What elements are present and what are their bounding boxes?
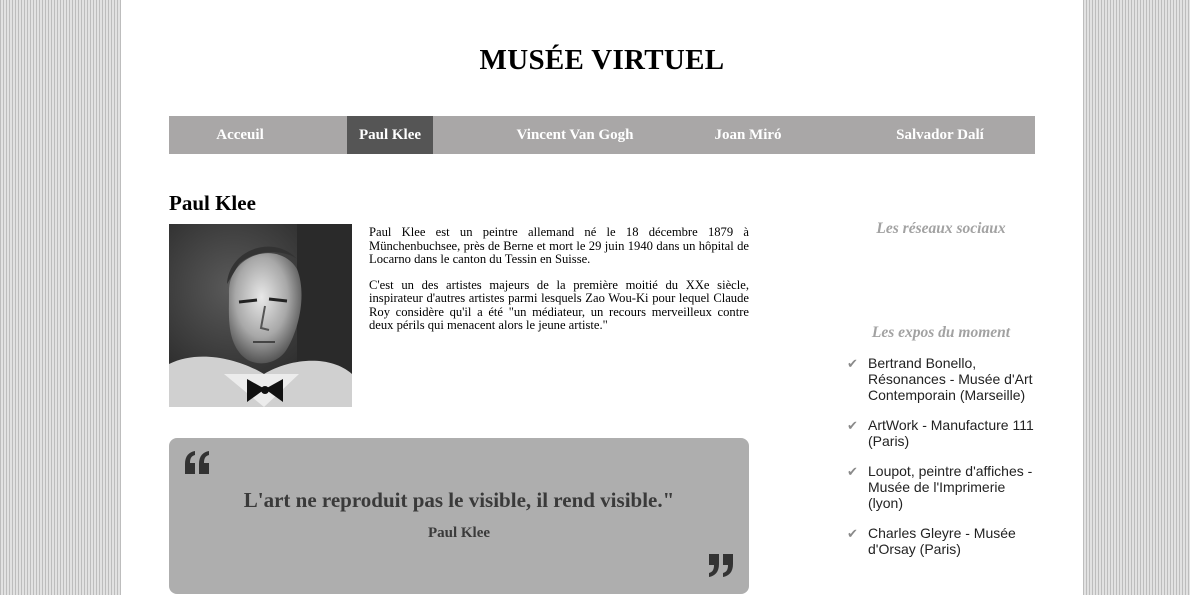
quote-author: Paul Klee	[427, 525, 491, 541]
bio-paragraph-2: C'est un des artistes majeurs de la première moitié du XXe siècle, inspirateur d'autres artistes parmi lesquels Zao Wou-Ki pour lequel Claude Roy considère qu'il a été "un médiateur, un recours merveilleux contre deux périls qui menacent alors le jeune artiste."	[369, 277, 749, 332]
quote-text: L'art ne reproduit pas le visible, il rend visible."	[243, 488, 675, 512]
portrait-photo	[169, 224, 352, 407]
nav-item-van-gogh[interactable]: Vincent Van Gogh	[516, 126, 634, 143]
quote-box	[169, 438, 749, 594]
main-nav	[169, 116, 1035, 154]
nav-item-joan-miro[interactable]: Joan Miró	[714, 126, 782, 143]
page	[121, 0, 1083, 595]
expo-item[interactable]	[845, 417, 1035, 449]
check-icon: ✔	[847, 464, 858, 479]
expo-list	[845, 355, 1035, 571]
expo-label: ArtWork - Manufacture 111 (Paris)	[868, 417, 1034, 449]
bio-paragraph-1: Paul Klee est un peintre allemand né le 18 décembre 1879 à Münchenbuchsee, près de Berne et mort le 29 juin 1940 dans un hôpital de Locarno dans le canton du Tessin en Suisse.	[369, 225, 749, 266]
check-icon: ✔	[847, 356, 858, 371]
nav-item-accueil[interactable]: Acceuil	[216, 126, 264, 143]
biography	[369, 226, 749, 345]
quote-close-icon	[707, 554, 735, 578]
expo-label: Bertrand Bonello, Résonances - Musée d'Art Contemporain (Marseille)	[868, 355, 1033, 403]
expo-label: Charles Gleyre - Musée d'Orsay (Paris)	[868, 525, 1016, 557]
expo-label: Loupot, peintre d'affiches - Musée de l'Imprimerie (lyon)	[868, 463, 1033, 511]
expo-item[interactable]	[845, 355, 1035, 403]
expo-item[interactable]	[845, 525, 1035, 557]
check-icon: ✔	[847, 526, 858, 541]
check-icon: ✔	[847, 418, 858, 433]
expo-item[interactable]	[845, 463, 1035, 511]
social-heading: Les réseaux sociaux	[876, 220, 1006, 237]
nav-item-paul-klee[interactable]: Paul Klee	[347, 116, 433, 154]
nav-item-salvador-dali[interactable]: Salvador Dalí	[896, 126, 984, 143]
article-title: Paul Klee	[169, 191, 256, 215]
quote-open-icon	[183, 450, 211, 474]
expos-heading: Les expos du moment	[871, 324, 1011, 341]
site-title: MUSÉE VIRTUEL	[479, 44, 725, 76]
